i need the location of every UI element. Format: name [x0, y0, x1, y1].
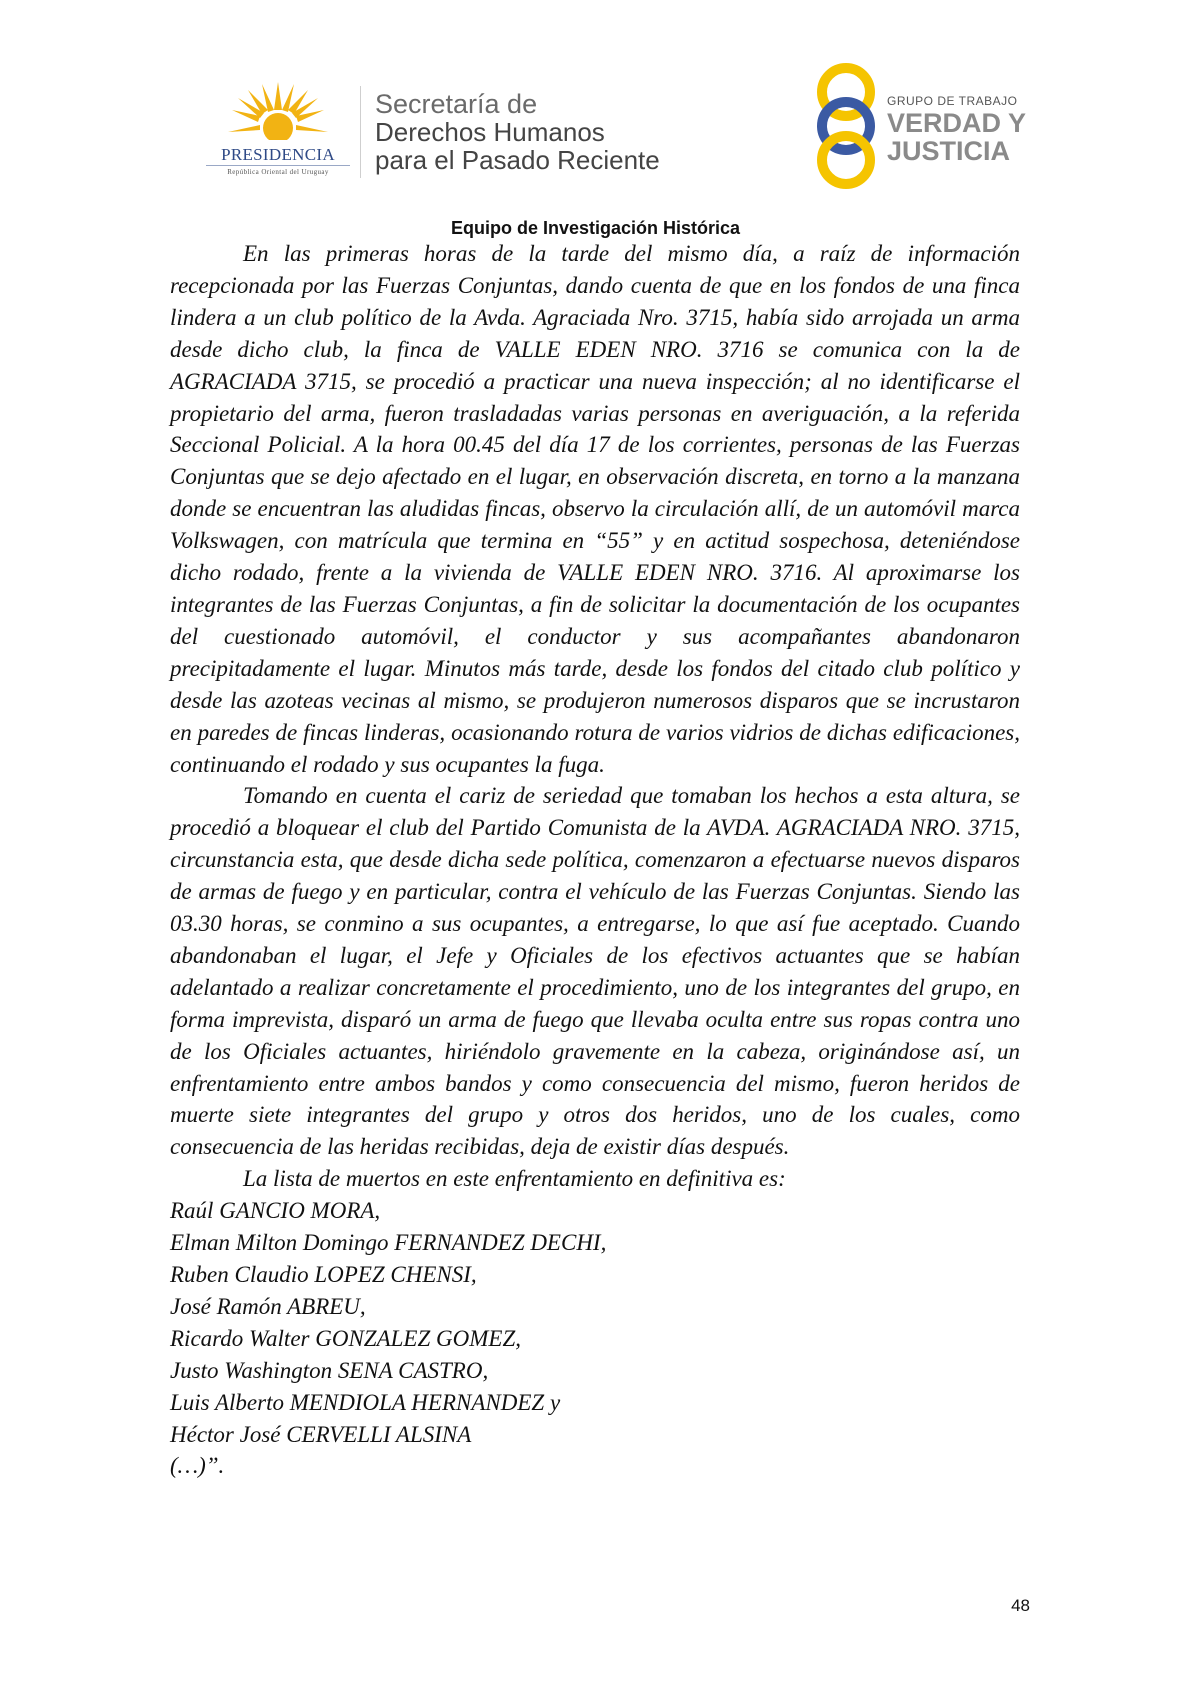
secretaria-title — [375, 90, 660, 174]
linked-rings-icon — [813, 62, 879, 190]
presidencia-subtitle: República Oriental del Uruguay — [227, 168, 329, 176]
page-number: 48 — [1011, 1596, 1030, 1615]
list-item: (…)”. — [170, 1453, 225, 1479]
document-body — [170, 238, 1020, 1482]
casualty-list — [170, 1195, 1020, 1482]
grupo-label: GRUPO DE TRABAJO — [887, 94, 1018, 108]
list-item: Raúl GANCIO MORA, — [170, 1198, 381, 1224]
paragraph-3: La lista de muertos en este enfrentamiento en definitiva es: — [243, 1166, 786, 1192]
list-item: José Ramón ABREU, — [170, 1293, 366, 1319]
list-item: Luis Alberto MENDIOLA HERNANDEZ y — [170, 1389, 561, 1415]
presidencia-logo — [198, 80, 358, 185]
paragraph-2: Tomando en cuenta el cariz de seriedad que tomaban los hechos a esta altura, se procedió a bloquear el club del Partido Comunista de la AVDA. AGRACIADA NRO. 3715, circunstancia esta, que desde dicha sede política, comenzaron a efectuarse nuevos disparos de armas de fuego y en particular, contra el vehículo de las Fuerzas Conjuntas. Siendo las 03.30 horas, se conmino a sus ocupantes, a entregarse, lo que así fue aceptado. Cuando abandonaban el lugar, el Jefe y Oficiales de los efectivos actuantes que se habían adelantado a realizar concretamente el procedimiento, uno de los integrantes del grupo, en forma imprevista, disparó un arma de fuego que llevaba oculta entre sus ropas contra uno de los Oficiales actuantes, hiriéndolo gravemente en la cabeza, originándose así, un enfrentamiento entre ambos bandos y como consecuencia del mismo, fueron heridos de muerte siete integrantes del grupo y otros dos heridos, uno de los cuales, como consecuencia de las heridas recibidas, deja de existir días después. — [170, 783, 1020, 1160]
verdad-justicia-logo — [813, 62, 1043, 190]
presidencia-divider — [206, 165, 350, 166]
header-divider — [360, 86, 361, 178]
list-item: Justo Washington SENA CASTRO, — [170, 1357, 489, 1383]
list-item: Ricardo Walter GONZALEZ GOMEZ, — [170, 1325, 521, 1351]
list-item: Ruben Claudio LOPEZ CHENSI, — [170, 1262, 477, 1287]
secretaria-line-1: Secretaría de — [375, 89, 538, 119]
team-title: Equipo de Investigación Histórica — [450, 218, 741, 238]
verdad-y-line: VERDAD Y — [887, 108, 1027, 138]
secretaria-line-3: para el Pasado Reciente — [375, 145, 660, 175]
page-header — [0, 0, 1191, 200]
paragraph-1: En las primeras horas de la tarde del mismo día, a raíz de información recepcionada por las Fuerzas Conjuntas, dando cuenta de que en los fondos de una finca lindera a un club político de la Avda. Agraciada Nro. 3715, había sido arrojada un arma desde dicho club, la finca de VALLE EDEN NRO. 3716 se comunica con la de AGRACIADA 3715, se procedió a practicar una nueva inspección; al no identificarse el propietario del arma, fueron trasladadas varias personas en averiguación, a la referida Seccional Policial. A la hora 00.45 del día 17 de los corrientes, personas de las Fuerzas Conjuntas que se dejo afectado en el lugar, en observación discreta, en torno a la manzana donde se encuentran las aludidas fincas, observo la circulación allí, de un automóvil marca Volkswagen, con matrícula que termina en “55” y en actitud sospechosa, deteniéndose dicho rodado, frente a la vivienda de VALLE EDEN NRO. 3716. Al aproximarse los integrantes de las Fuerzas Conjuntas, a fin de solicitar la documentación de los ocupantes del cuestionado automóvil, el conductor y sus acompañantes abandonaron precipitadamente el lugar. Minutos más tarde, desde los fondos del citado club político y desde las azoteas vecinas al mismo, se produjeron numerosos disparos que se incrustaron en paredes de fincas linderas, ocasionando rotura de varios vidrios de dichas edificaciones, continuando el rodado y sus ocupantes la fuga. — [170, 241, 1020, 777]
presidencia-name: PRESIDENCIA — [221, 145, 335, 164]
list-item: Elman Milton Domingo FERNANDEZ DECHI, — [170, 1230, 607, 1256]
sun-emblem-icon — [228, 80, 328, 150]
secretaria-line-2: Derechos Humanos — [375, 117, 605, 147]
verdad-y-justicia-title — [887, 109, 1026, 165]
justicia-line: JUSTICIA — [887, 136, 1011, 166]
list-item: Héctor José CERVELLI ALSINA — [170, 1421, 472, 1447]
